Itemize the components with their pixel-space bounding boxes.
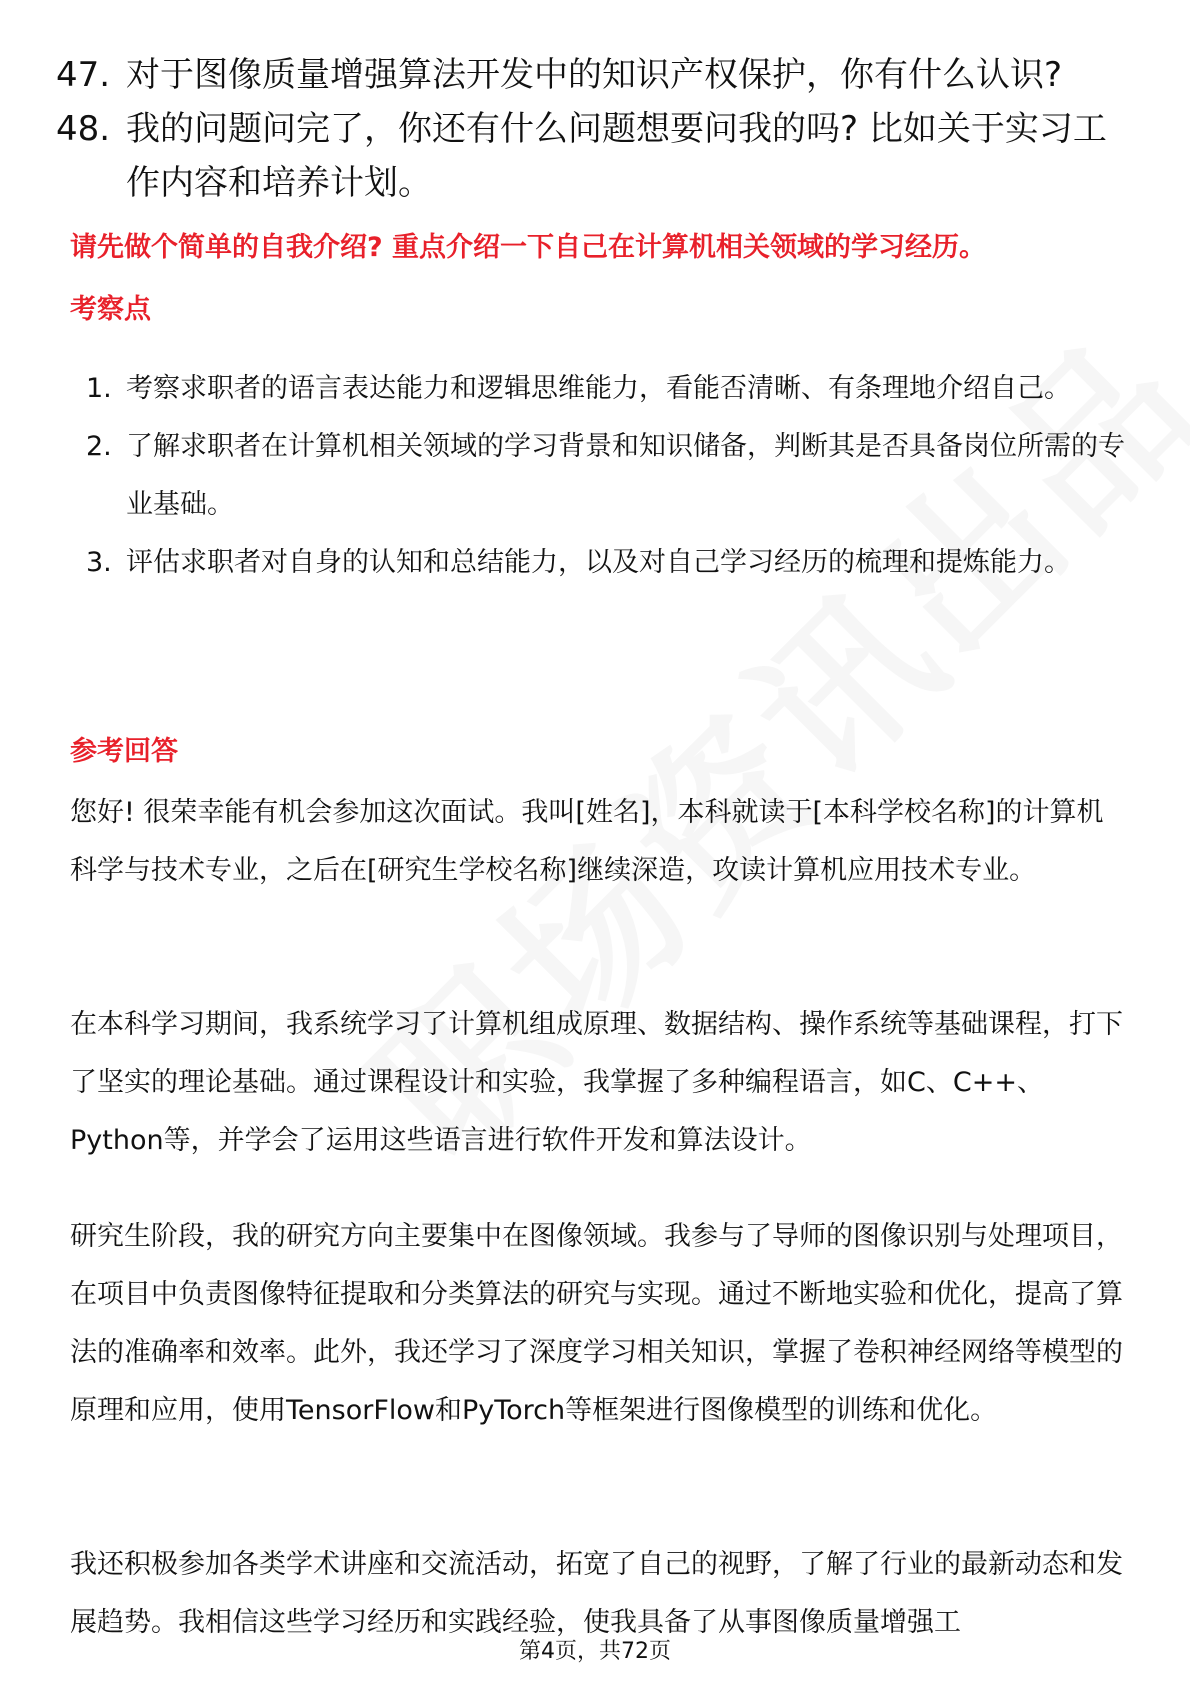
- list-item: [86, 360, 1126, 418]
- question-text: 对于图像质量增强算法开发中的知识产权保护，你有什么认识?: [126, 55, 1063, 95]
- point-number: 2.: [86, 431, 112, 462]
- point-number: 3.: [86, 547, 112, 578]
- point-text: 考察求职者的语言表达能力和逻辑思维能力，看能否清晰、有条理地介绍自己。: [126, 373, 1071, 404]
- reference-answer-label: 参考回答: [70, 736, 178, 767]
- point-number: 1.: [86, 373, 112, 404]
- page-footer: 第4页，共72页: [519, 1639, 671, 1664]
- list-item: [86, 534, 1126, 592]
- question-text: 我的问题问完了，你还有什么问题想要问我的吗? 比如关于实习工作内容和培养计划。: [126, 109, 1107, 203]
- question-number: 48.: [56, 109, 111, 149]
- section-title: 请先做个简单的自我介绍? 重点介绍一下自己在计算机相关领域的学习经历。: [70, 232, 987, 263]
- answer-paragraph: 在本科学习期间，我系统学习了计算机组成原理、数据结构、操作系统等基础课程，打下了坚实的理论基础。通过课程设计和实验，我掌握了多种编程语言，如C、C++、Python等，并学会了运用这些语言进行软件开发和算法设计。: [70, 1009, 1123, 1156]
- question-number: 47.: [56, 55, 111, 95]
- answer-paragraph: 您好! 很荣幸能有机会参加这次面试。我叫[姓名]，本科就读于[本科学校名称]的计算机科学与技术专业，之后在[研究生学校名称]继续深造，攻读计算机应用技术专业。: [70, 797, 1104, 886]
- answer-paragraph: 我还积极参加各类学术讲座和交流活动，拓宽了自己的视野，了解了行业的最新动态和发展趋势。我相信这些学习经历和实践经验，使我具备了从事图像质量增强工: [70, 1549, 1123, 1638]
- point-text: 了解求职者在计算机相关领域的学习背景和知识储备，判断其是否具备岗位所需的专业基础。: [126, 431, 1125, 520]
- examine-points-label: 考察点: [70, 294, 151, 325]
- point-text: 评估求职者对自身的认知和总结能力，以及对自己学习经历的梳理和提炼能力。: [126, 547, 1071, 578]
- answer-paragraph: 研究生阶段，我的研究方向主要集中在图像领域。我参与了导师的图像识别与处理项目，在项目中负责图像特征提取和分类算法的研究与实现。通过不断地实验和优化，提高了算法的准确率和效率。此外，我还学习了深度学习相关知识，掌握了卷积神经网络等模型的原理和应用，使用TensorFlow和PyTorch等框架进行图像模型的训练和优化。: [70, 1221, 1123, 1426]
- list-item: [56, 102, 1136, 210]
- question-list: [56, 48, 1136, 210]
- examine-points-list: [86, 360, 1126, 592]
- list-item: [86, 418, 1126, 534]
- list-item: [56, 48, 1136, 102]
